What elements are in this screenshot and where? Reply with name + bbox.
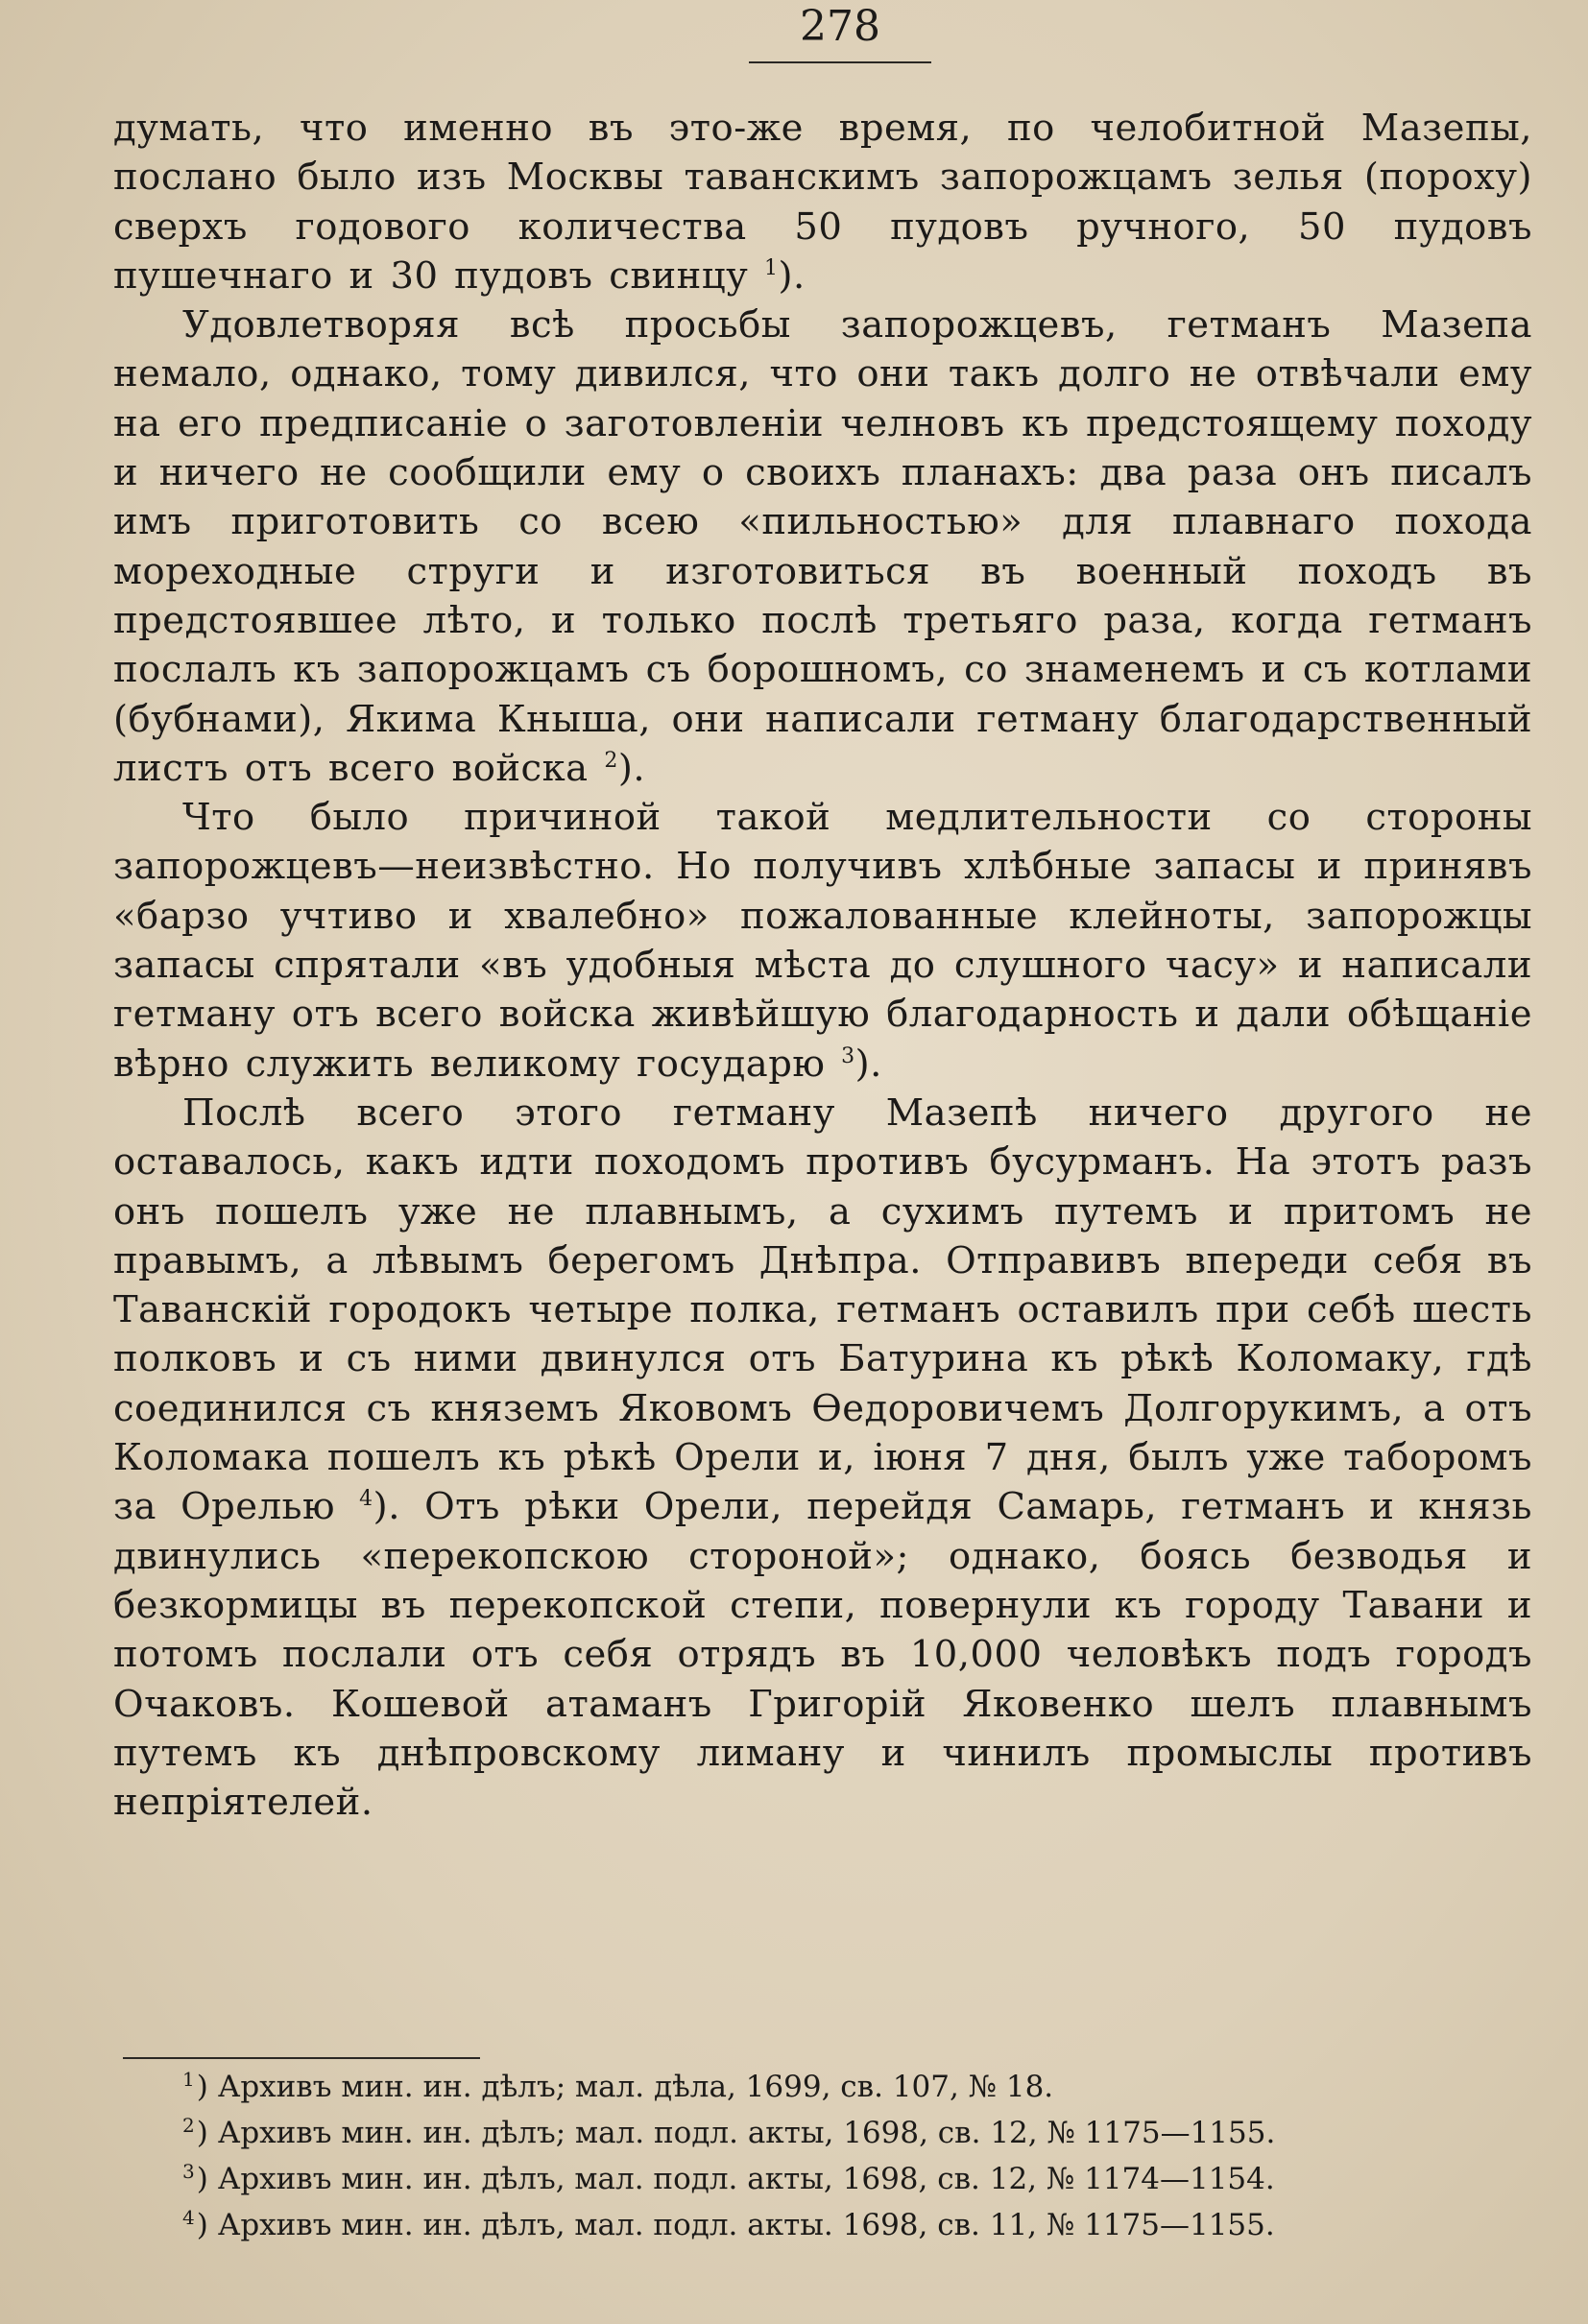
footnote-ref: 4 [359,1487,373,1512]
footnote-text: Архивъ мин. ин. дѣлъ, мал. подл. акты, 1698, св. 12, № 1174—1154. [217,2162,1275,2196]
footnote [182,2064,1527,2110]
paragraph [113,793,1532,1089]
footnote-text: Архивъ мин. ин. дѣлъ; мал. подл. акты, 1698, св. 12, № 1175—1155. [217,2116,1276,2150]
footnote-paren: ) [196,2070,208,2104]
paragraph [113,1089,1532,1827]
footnote-ref: 3 [841,1043,855,1068]
paragraph-tail: ). Отъ рѣки Орели, перейдя Самарь, гетманъ и князь двинулись «перекопскою стороной»; однако, боясь безводья и безкормицы въ перекопской степи, повернули къ городу Тавани и потомъ послали отъ себя отрядъ въ 10,000 человѣкъ подъ городъ Очаковъ. Кошевой атаманъ Григорій Яковенко шелъ плавнымъ путемъ къ днѣпровскому лиману и чинилъ промыслы противъ непріятелей. [113,1485,1532,1825]
footnote-rule [123,2057,480,2059]
paragraph-text: Послѣ всего этого гетману Мазепѣ ничего другого не оставалось, какъ идти походомъ противъ бусурманъ. На этотъ разъ онъ пошелъ уже не плавнымъ, а сухимъ путемъ и притомъ не правымъ, а лѣвымъ берегомъ Днѣпра. Отправивъ впереди себя въ Таванскій городокъ четыре полка, гетманъ оставилъ при себѣ шесть полковъ и съ ними двинулся отъ Батурина къ рѣкѣ Коломаку, гдѣ соединился съ княземъ Яковомъ Ѳедоровичемъ Долгорукимъ, а отъ Коломака пошелъ къ рѣкѣ Орели и, іюня 7 дня, былъ уже таборомъ за Орелью [113,1090,1532,1529]
footnotes [182,2064,1527,2248]
footnote-paren: ) [196,2162,208,2196]
paragraph-text: думать, что именно въ это-же время, по челобитной Мазепы, послано было изъ Москвы таванскимъ запорожцамъ зелья (пороху) сверхъ годового количества 50 пудовъ ручного, 50 пудовъ пушечнаго и 30 пудовъ свинцу [113,107,1532,298]
footnote-text: Архивъ мин. ин. дѣлъ, мал. подл. акты. 1698, св. 11, № 1175—1155. [217,2208,1275,2242]
paragraph-text: Удовлетворяя всѣ просьбы запорожцевъ, гетманъ Мазепа немало, однако, тому дивился, что они такъ долго не отвѣчали ему на его предписаніе о заготовленіи челновъ къ предстоящему походу и ничего не сообщили ему о своихъ планахъ: два раза онъ писалъ имъ приготовить со всею «пильностью» для плавнаго похода мореходные струги и изготовиться въ военный походъ въ предстоявшее лѣто, и только послѣ третьяго раза, когда гетманъ послалъ къ запорожцамъ съ борошномъ, со знаменемъ и съ котлами (бубнами), Якима Кныша, они написали гетману благодарственный листъ отъ всего войска [113,303,1532,790]
footnote-paren: ) [196,2116,208,2150]
footnote-marker: 1 [182,2067,195,2091]
footnote-marker: 4 [182,2205,195,2229]
footnote-marker: 3 [182,2159,195,2183]
header-rule [749,61,931,63]
page-number: 278 [800,2,880,51]
footnote [182,2202,1527,2248]
paragraph-text: Что было причиной такой медлительности со стороны запорожцевъ—неизвѣстно. Но получивъ хлѣбные запасы и принявъ «барзо учтиво и хвалебно» пожалованные клейноты, запорожцы запасы спрятали «въ удобныя мѣста до слушного часу» и написали гетману отъ всего войска живѣйшую благодарность и дали обѣщаніе вѣрно служить великому государю [113,796,1532,1086]
paragraph-tail: ). [854,1042,882,1086]
footnote-paren: ) [196,2208,208,2242]
footnote-text: Архивъ мин. ин. дѣлъ; мал. дѣла, 1699, св. 107, № 18. [217,2070,1054,2104]
paragraph-tail: ). [778,253,806,298]
paragraph [113,300,1532,793]
footnote-ref: 1 [763,256,779,281]
footnote-ref: 2 [604,749,618,774]
paragraph-tail: ). [617,746,646,790]
body-text [113,104,1532,1827]
footnote-marker: 2 [182,2113,195,2137]
footnote [182,2156,1527,2202]
paragraph [113,104,1532,300]
footnote [182,2110,1527,2156]
